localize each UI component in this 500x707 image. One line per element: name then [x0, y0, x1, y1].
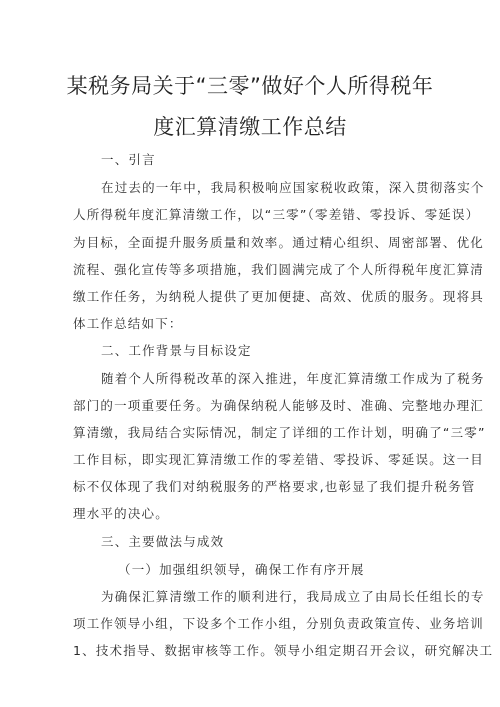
subsection-heading: （一）加强组织领导，确保工作有序开展: [118, 562, 365, 577]
paragraph-line: 1、技术指导、数据审核等工作。领导小组定期召开会议，研究解决工: [73, 643, 494, 658]
paragraph-line: 流程、强化宣传等多项措施，我们圆满完成了个人所得税年度汇算清: [73, 262, 485, 277]
section-heading-background: 二、工作背景与目标设定: [101, 343, 252, 358]
paragraph-line: 部门的一项重要任务。为确保纳税人能够及时、准确、完整地办理汇: [73, 398, 485, 413]
paragraph-line: 项工作领导小组，下设多个工作小组，分别负责政策宣传、业务培训: [73, 616, 485, 631]
paragraph-line: 缴工作任务，为纳税人提供了更加便捷、高效、优质的服务。现将具: [73, 289, 485, 304]
paragraph-line: 工作目标，即实现汇算清缴工作的零差错、零投诉、零延误。这一目: [73, 452, 485, 467]
paragraph-line: 为目标，全面提升服务质量和效率。通过精心组织、周密部署、优化: [73, 235, 485, 250]
paragraph-line: 算清缴，我局结合实际情况，制定了详细的工作计划，明确了“三零”: [73, 425, 486, 440]
paragraph-line: 体工作总结如下：: [73, 316, 183, 331]
paragraph-line: 标不仅体现了我们对纳税服务的严格要求,也彰显了我们提升税务管: [73, 479, 476, 494]
section-heading-practices: 三、主要做法与成效: [101, 534, 225, 549]
paragraph-line: 在过去的一年中，我局积极响应国家税收政策，深入贯彻落实个: [101, 180, 485, 195]
document-title-line-1: 某税务局关于“三零”做好个人所得税年: [66, 74, 434, 98]
section-heading-introduction: 一、引言: [101, 152, 156, 167]
paragraph-line: 人所得税年度汇算清缴工作，以“三零”（零差错、零投诉、零延误）: [73, 207, 480, 222]
paragraph-line: 为确保汇算清缴工作的顺利进行，我局成立了由局长任组长的专: [101, 589, 485, 604]
paragraph-line: 理水平的决心。: [73, 506, 169, 521]
paragraph-line: 随着个人所得税改革的深入推进，年度汇算清缴工作成为了税务: [101, 371, 485, 386]
document-title-line-2: 度汇算清缴工作总结: [153, 115, 347, 139]
